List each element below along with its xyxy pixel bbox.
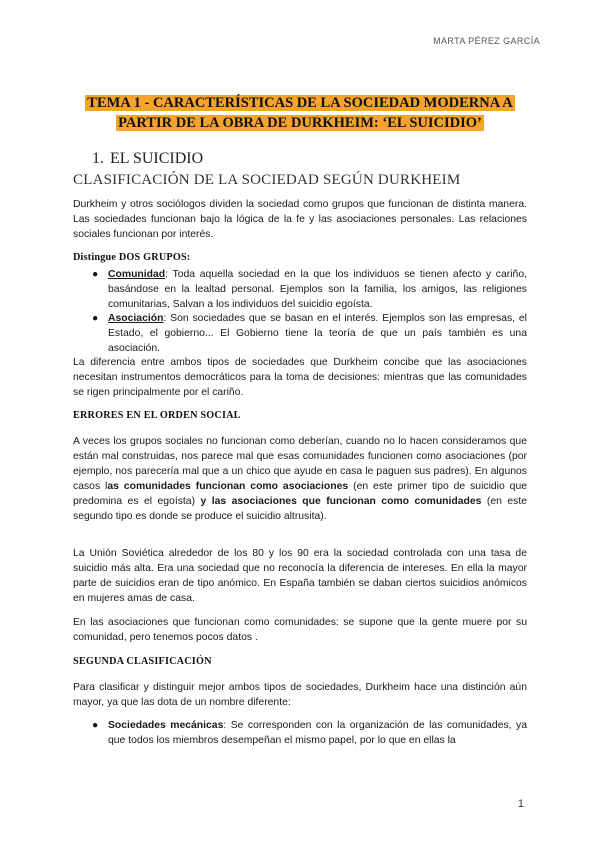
segunda-paragraph: Para clasificar y distinguir mejor ambos tipos de sociedades, Durkheim hace una distinción aún mayor, ya que las dota de un nombre diferente: xyxy=(73,682,527,708)
segunda-heading: SEGUNDA CLASIFICACIÓN xyxy=(73,656,212,667)
groups-conclusion: La diferencia entre ambos tipos de sociedades que Durkheim concibe que las asociaciones necesitan instrumentos democráticos para la toma de decisiones: mientras que las comunidades se rigen principalmente por el cariño. xyxy=(73,357,527,398)
text-run: A veces los grupos sociales no funcionan como deberían, cuando no lo hacen consideramos que están mal construidas, nos parece mal que esas comunidades funcionen como asociaciones (por ejemplo, nos parecería mal que a un chico que ayude en casa le paguen sus padres). En algunos casos l xyxy=(73,436,527,492)
list-item-text xyxy=(108,718,527,748)
bullet-icon: ● xyxy=(92,313,99,324)
list-item-text xyxy=(108,311,527,356)
document-title-text: TEMA 1 - CARACTERÍSTICAS DE LA SOCIEDAD MODERNA A PARTIR DE LA OBRA DE DURKHEIM: ‘EL SUICIDIO’ xyxy=(87,95,513,131)
term-asociacion: Asociación xyxy=(108,313,164,324)
text-run: (en este segundo tipo es donde se produce el suicidio altrusita). xyxy=(73,496,527,522)
errores-paragraph-3: En las asociaciones que funcionan como comunidades: se supone que la gente muere por su comunidad, pero tenemos pocos datos . xyxy=(73,617,527,643)
section-heading xyxy=(92,150,203,168)
document-title xyxy=(70,93,530,133)
definition-comunidad: : Toda aquella sociedad en la que los individuos se tienen afecto y cariño, basándose en la lealtad personal. Ejemplos son la familia, los amigos, las religiones comunitarias, Salvan a los individuos del suicidio egoísta. xyxy=(108,269,527,310)
errores-paragraph-1 xyxy=(73,434,527,524)
term-sociedades-mecanicas: Sociedades mecánicas xyxy=(108,720,224,731)
bullet-icon: ● xyxy=(92,720,99,731)
groups-heading: Distingue DOS GRUPOS: xyxy=(73,252,191,263)
list-item-comunidad xyxy=(92,267,527,312)
bold-run: as comunidades funcionan como asociaciones xyxy=(107,481,349,492)
subsection-heading: CLASIFICACIÓN DE LA SOCIEDAD SEGÚN DURKHEIM xyxy=(73,172,461,188)
text-run: (en este primer tipo de suicidio que predomina es el egoísta) xyxy=(73,481,528,507)
term-comunidad: Comunidad xyxy=(108,269,166,280)
bold-run: y las asociaciones que funcionan como comunidades xyxy=(200,496,482,507)
section-number: 1. xyxy=(92,150,104,167)
bullet-icon: ● xyxy=(92,269,99,280)
author-header: MARTA PÉREZ GARCÍA xyxy=(433,36,540,46)
list-item-text xyxy=(108,267,527,312)
errores-heading: ERRORES EN EL ORDEN SOCIAL xyxy=(73,410,241,421)
list-item-sociedades-mecanicas xyxy=(92,718,527,748)
definition-asociacion: : Son sociedades que se basan en el interés. Ejemplos son las empresas, el Estado, el gobierno... El Gobierno tiene la teoría de que un país también es una asociación. xyxy=(108,313,527,354)
section-title: EL SUICIDIO xyxy=(110,150,204,167)
page-number: 1 xyxy=(517,798,524,810)
definition-sociedades-mecanicas: : Se corresponden con la organización de las comunidades, ya que todos los miembros desempeñan el mismo papel, por lo que en ellas la xyxy=(108,720,527,746)
errores-paragraph-2: La Unión Soviética alrededor de los 80 y los 90 era la sociedad controlada con una tasa de suicidio más alta. Era una sociedad que no reconocía la diferencia de intereses. En ella la mayor parte de suicidios eran de tipo anómico. En España también se daban ciertos suicidios anómicos en mujeres amas de casa. xyxy=(73,548,527,604)
intro-paragraph: Durkheim y otros sociólogos dividen la sociedad como grupos que funcionan de distinta manera. Las sociedades funcionan bajo la lógica de la fe y las asociaciones personales. Las relaciones sociales funcionan por interés. xyxy=(73,199,527,240)
list-item-asociacion xyxy=(92,311,527,356)
